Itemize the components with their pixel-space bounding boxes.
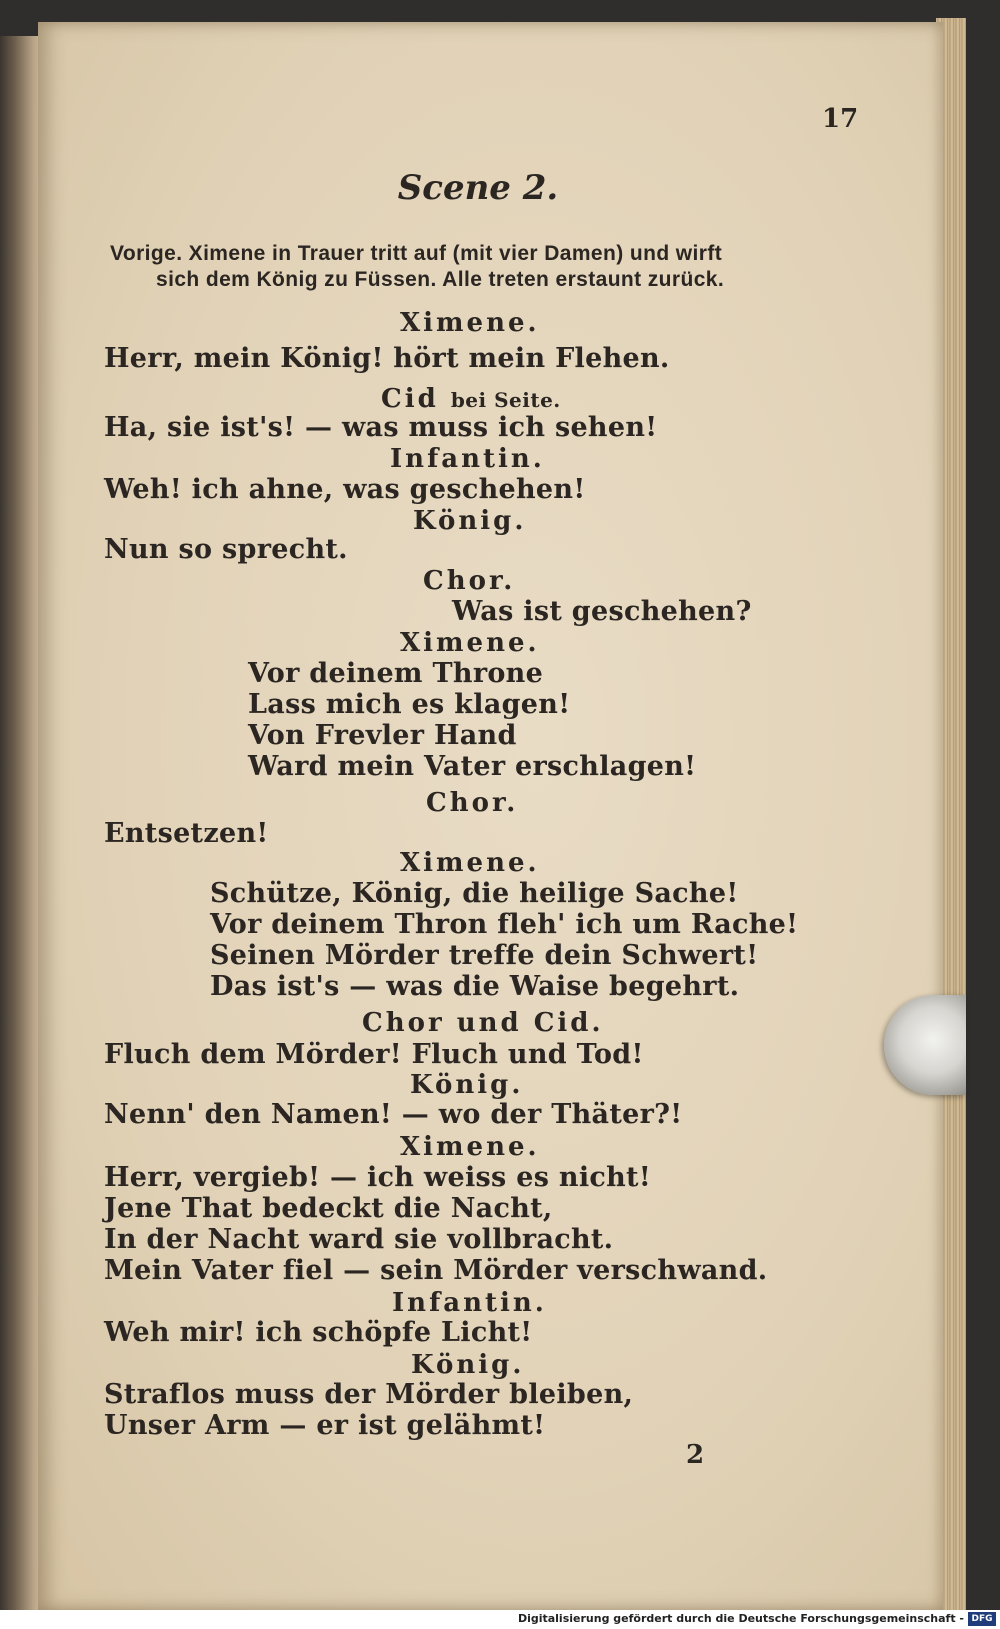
verse-line: Nenn' den Namen! — wo der Thäter?! (104, 1099, 683, 1130)
verse-line: Straflos muss der Mörder bleiben, (104, 1379, 634, 1410)
verse-line: Weh! ich ahne, was geschehen! (104, 474, 586, 505)
speaker-name: König. (413, 506, 527, 536)
speaker-name: Ximene. (400, 1132, 540, 1162)
verse-line: Von Frevler Hand (248, 720, 517, 751)
verse-line: Schütze, König, die heilige Sache! (210, 878, 739, 909)
stage-direction-line: sich dem König zu Füssen. Alle treten erstaunt zurück. (156, 268, 725, 291)
verse-line: Ward mein Vater erschlagen! (248, 751, 697, 782)
speaker-name: König. (411, 1350, 525, 1380)
book-page (38, 22, 943, 1610)
speaker-name: Cid bei Seite. (381, 384, 561, 414)
book-spine (0, 36, 42, 1610)
verse-line: Herr, vergieb! — ich weiss es nicht! (104, 1162, 651, 1193)
verse-line: Jene That bedeckt die Nacht, (104, 1193, 553, 1224)
verse-line: Vor deinem Throne (248, 658, 544, 689)
stage-aside: bei Seite. (450, 388, 561, 412)
signature-mark: 2 (686, 1440, 705, 1470)
scene-title: Scene 2. (397, 168, 559, 208)
verse-line: Lass mich es klagen! (248, 689, 571, 720)
verse-line: Weh mir! ich schöpfe Licht! (104, 1317, 533, 1348)
verse-line: Seinen Mörder treffe dein Schwert! (210, 940, 759, 971)
speaker-name: Infantin. (390, 444, 545, 474)
stage-direction-line: Vorige. Ximene in Trauer tritt auf (mit vier Damen) und wirft (110, 242, 723, 265)
verse-line: Herr, mein König! hört mein Flehen. (104, 343, 670, 374)
speaker-name: Chor. (423, 566, 516, 596)
verse-line: Vor deinem Thron fleh' ich um Rache! (210, 909, 799, 940)
verse-line: Unser Arm — er ist gelähmt! (104, 1410, 546, 1441)
speaker-name: Ximene. (400, 848, 540, 878)
speaker-name: Ximene. (400, 308, 540, 338)
dfg-logo: DFG (968, 1612, 996, 1626)
speaker-name: Chor. (426, 788, 519, 818)
verse-line: Ha, sie ist's! — was muss ich sehen! (104, 412, 658, 443)
speaker-name: Infantin. (392, 1288, 547, 1318)
footer-bar (0, 1610, 1000, 1629)
funding-credit: Digitalisierung gefördert durch die Deutsche Forschungsgemeinschaft - (517, 1612, 964, 1625)
speaker-name: König. (410, 1070, 524, 1100)
verse-line: Fluch dem Mörder! Fluch und Tod! (104, 1039, 644, 1070)
verse-line: Nun so sprecht. (104, 534, 348, 565)
verse-line: Das ist's — was die Waise begehrt. (210, 971, 740, 1002)
speaker-name: Chor und Cid. (362, 1008, 604, 1038)
verse-line: Entsetzen! (104, 818, 269, 849)
page-number: 17 (822, 104, 859, 134)
speaker-name: Ximene. (400, 628, 540, 658)
verse-line: Was ist geschehen? (452, 596, 752, 627)
verse-line: Mein Vater fiel — sein Mörder verschwand. (104, 1255, 768, 1286)
verse-line: In der Nacht ward sie vollbracht. (104, 1224, 614, 1255)
